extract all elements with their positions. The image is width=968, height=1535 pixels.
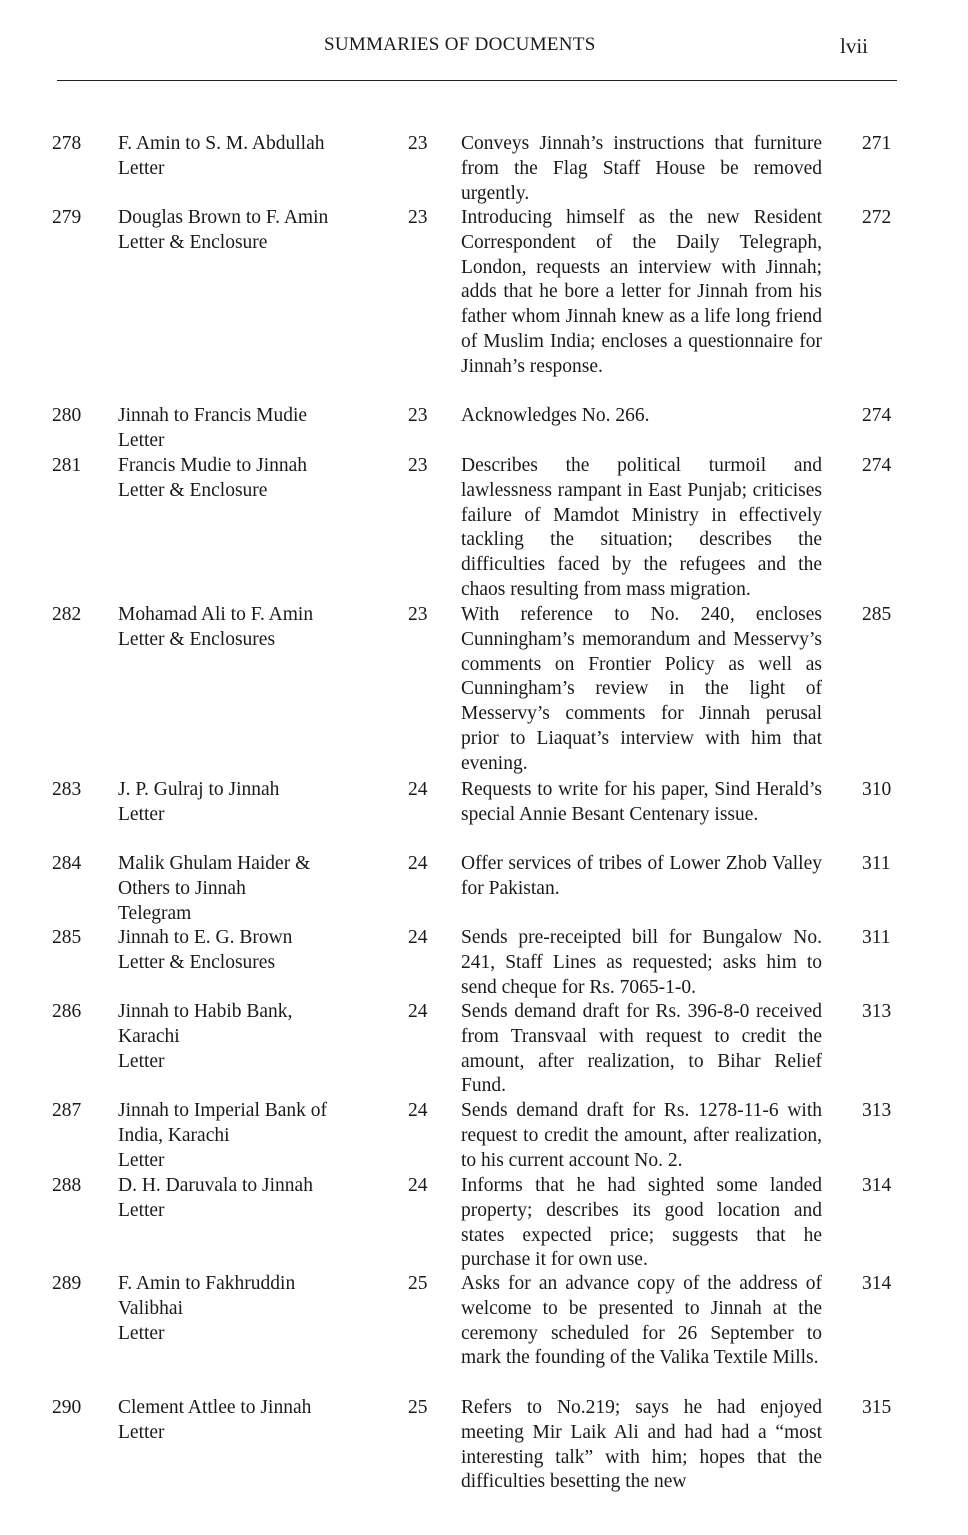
entry-summary: With reference to No. 240, encloses Cunningham’s memorandum and Messervy’s comments on Frontier Policy as well as Cunningham’s review in the light of Messervy’s comments for Jinnah perusal prior to Liaquat’s interview with him that evening. [461,604,822,774]
entry-name-line: Letter [118,1149,165,1171]
entry-page: 271 [862,133,892,154]
page-number: lvii [840,34,869,58]
entry-date: 24 [408,853,428,874]
entry-name-line: Malik Ghulam Haider & [118,853,311,874]
entry-summary: Requests to write for his paper, Sind Herald’s special Annie Besant Centenary issue. [461,779,822,825]
entry-name-line: Jinnah to Francis Mudie [118,405,308,426]
document-entry [0,206,968,404]
entry-number: 285 [52,927,82,948]
document-entry [0,454,968,603]
entry-name-line: Francis Mudie to Jinnah [118,455,308,476]
entry-name-line: Letter [118,1322,165,1344]
entry-date: 24 [408,1100,428,1121]
entry-name-line: Jinnah to Habib Bank, [118,1001,293,1022]
document-entry [0,603,968,778]
document-entry [0,926,968,1000]
entry-number: 280 [52,405,82,426]
entry-date: 23 [408,604,428,625]
entry-name-line: Others to Jinnah [118,877,246,899]
entry-name-line: Letter [118,1050,165,1072]
entry-page: 274 [862,405,892,426]
entry-correspondents [118,926,388,976]
entry-correspondents [118,1099,388,1173]
document-entry [0,1000,968,1099]
entry-number: 290 [52,1397,82,1418]
entry-number: 286 [52,1001,82,1022]
entry-correspondents [118,1272,388,1346]
entry-correspondents [118,132,388,182]
entry-summary: Sends demand draft for Rs. 396-8-0 received from Transvaal with request to credit the amount, after realization, to Bihar Relief Fund. [461,1001,822,1097]
entry-correspondents [118,1000,388,1074]
entry-correspondents [118,1174,388,1224]
header-rule [57,80,897,81]
document-list [0,132,968,1496]
entry-summary: Introducing himself as the new Resident Correspondent of the Daily Telegraph, London, requests an interview with Jinnah; adds that he bore a letter for Jinnah from his father whom Jinnah knew as a life long friend of Muslim India; encloses a questionnaire for Jinnah’s response. [461,207,822,377]
entry-name-line: Letter [118,1199,165,1221]
entry-date: 23 [408,207,428,228]
entry-page: 313 [862,1001,892,1022]
entry-page: 313 [862,1100,892,1121]
entry-name-line: Valibhai [118,1297,183,1319]
document-entry [0,778,968,852]
running-head [0,34,968,60]
entry-name-line: Letter [118,429,165,451]
entry-summary: Acknowledges No. 266. [461,405,650,426]
entry-summary: Offer services of tribes of Lower Zhob Valley for Pakistan. [461,853,822,899]
entry-page: 314 [862,1175,892,1196]
entry-page: 315 [862,1397,892,1418]
entry-name-line: Douglas Brown to F. Amin [118,207,329,228]
entry-name-line: Letter [118,1421,165,1443]
entry-name-line: F. Amin to S. M. Abdullah [118,133,325,154]
entry-number: 278 [52,133,82,154]
document-entry [0,1174,968,1272]
entry-date: 23 [408,405,428,426]
entry-summary: Informs that he had sighted some landed property; describes its good location and states expected price; suggests that he purchase it for own use. [461,1175,822,1271]
entry-correspondents [118,454,388,504]
entry-date: 25 [408,1397,428,1418]
entry-correspondents [118,1396,388,1446]
entry-page: 272 [862,207,892,228]
document-entry [0,1396,968,1496]
entry-number: 289 [52,1273,82,1294]
entry-correspondents [118,603,388,653]
entry-name-line: Letter [118,157,165,179]
entry-page: 285 [862,604,892,625]
entry-page: 311 [862,853,891,874]
entry-date: 24 [408,1175,428,1196]
entry-name-line: Letter & Enclosures [118,628,276,650]
entry-number: 287 [52,1100,82,1121]
entry-number: 281 [52,455,82,476]
document-entry [0,404,968,454]
entry-number: 283 [52,779,82,800]
entry-name-line: Jinnah to E. G. Brown [118,927,293,948]
document-entry [0,1272,968,1396]
entry-name-line: India, Karachi [118,1124,230,1146]
document-entry [0,1099,968,1174]
entry-correspondents [118,852,388,926]
entry-date: 23 [408,133,428,154]
entry-number: 279 [52,207,82,228]
entry-date: 24 [408,927,428,948]
entry-summary: Refers to No.219; says he had enjoyed meeting Mir Laik Ali and had had a “most interesting talk” with him; hopes that the difficulties besetting the new [461,1397,822,1493]
entry-name-line: Letter & Enclosures [118,951,276,973]
entry-number: 288 [52,1175,82,1196]
entry-page: 274 [862,455,892,476]
entry-number: 284 [52,853,82,874]
entry-name-line: J. P. Gulraj to Jinnah [118,779,280,800]
entry-name-line: F. Amin to Fakhruddin [118,1273,296,1294]
entry-summary: Sends demand draft for Rs. 1278-11-6 with request to credit the amount, after realization, to his current account No. 2. [461,1100,822,1171]
document-entry [0,132,968,206]
entry-summary: Describes the political turmoil and lawlessness rampant in East Punjab; criticises failure of Mamdot Ministry in effectively tackling the situation; describes the difficulties faced by the refugees and the chaos resulting from mass migration. [461,455,822,600]
entry-name-line: Telegram [118,902,192,924]
running-title: SUMMARIES OF DOCUMENTS [324,34,596,55]
entry-page: 311 [862,927,891,948]
entry-name-line: Karachi [118,1025,180,1047]
entry-name-line: Letter & Enclosure [118,231,268,253]
entry-name-line: Clement Attlee to Jinnah [118,1397,312,1418]
entry-name-line: D. H. Daruvala to Jinnah [118,1175,313,1196]
entry-date: 23 [408,455,428,476]
document-entry [0,852,968,926]
entry-name-line: Letter [118,803,165,825]
entry-name-line: Letter & Enclosure [118,479,268,501]
entry-name-line: Jinnah to Imperial Bank of [118,1100,328,1121]
entry-number: 282 [52,604,82,625]
entry-summary: Asks for an advance copy of the address of welcome to be presented to Jinnah at the ceremony scheduled for 26 September to mark the founding of the Valika Textile Mills. [461,1273,822,1369]
entry-page: 314 [862,1273,892,1294]
entry-correspondents [118,778,388,828]
entry-correspondents [118,404,388,454]
entry-summary: Sends pre-receipted bill for Bungalow No. 241, Staff Lines as requested; asks him to send cheque for Rs. 7065-1-0. [461,927,822,998]
entry-correspondents [118,206,388,256]
entry-date: 24 [408,1001,428,1022]
entry-summary: Conveys Jinnah’s instructions that furniture from the Flag Staff House be removed urgently. [461,133,822,204]
entry-page: 310 [862,779,892,800]
entry-date: 24 [408,779,428,800]
entry-name-line: Mohamad Ali to F. Amin [118,604,314,625]
entry-date: 25 [408,1273,428,1294]
